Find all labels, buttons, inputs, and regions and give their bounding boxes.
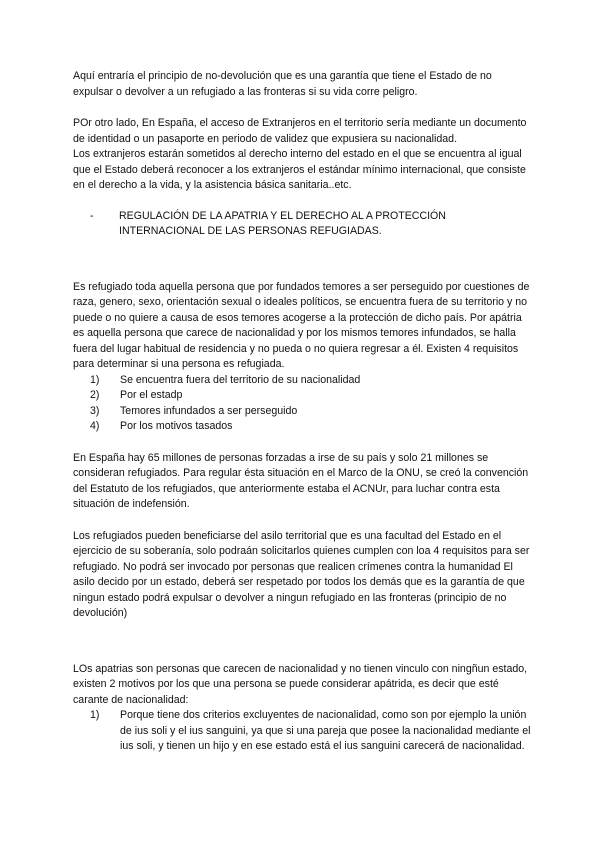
list-item-number: 4): [90, 420, 100, 432]
motivos-list: [73, 708, 533, 755]
list-item-text: Por el estadp: [120, 389, 183, 401]
requisitos-list: [73, 373, 533, 435]
paragraph-asilo-territorial: Los refugiados pueden beneficiarse del asilo territorial que es una facultad del Estado en el ejercicio de su soberanía, solo podraán solicitarlos quienes cumplen con loa 4 requisitos para ser refugiado. No podrá ser invocado por personas que realicen crímenes contra la humanidad El asilo decido por un estado, deberá ser respetado por todos los demás que es la garantía de que ningun estado podrá expulsar o devolver a ningun refugiado en las fronteras (principio de no devolución): [73, 529, 530, 619]
list-item-text: Porque tiene dos criterios excluyentes de nacionalidad, como son por ejemplo la unión de ius soli y el ius sanguini, ya que si una pareja que posee la nacionalidad mediante el ius soli, y tienen un hijo y en ese estado está el ius sanguini carecerá de nacionalidad.: [120, 709, 531, 752]
list-item-number: 2): [90, 389, 100, 401]
heading-bullet: -: [90, 209, 94, 222]
list-item: [73, 708, 533, 755]
document-page: [73, 69, 533, 755]
paragraph-espana-refugiados: En España hay 65 millones de personas forzadas a irse de su país y solo 21 millones se consideran refugiados. Para regular ésta situación en el Marco de la ONU, se creó la convención del Estatuto de los refugiados, que anteriormente estaba el ACNUr, para luchar contra esta situación de indefensión.: [73, 451, 529, 510]
paragraph-definicion-refugiado: Es refugiado toda aquella persona que por fundados temores a ser perseguido por cuestiones de raza, genero, sexo, orientación sexual o ideales políticos, se encuentra fuera de su territorio y no puede o no quiere a causa de esos temores acogerse a la protección de dicho país. Por apátria es aquella persona que carece de nacionalidad y por los mismos temores infundados, se halla fuera del lugar habitual de residencia y no pueda o no quiera regresar a él. Existen 4 requisitos para determinar si una persona es refugiada.: [73, 280, 530, 370]
list-item: [73, 419, 533, 435]
paragraph-apatrias: LOs apatrias son personas que carecen de nacionalidad y no tienen vinculo con ningñun estado, existen 2 motivos por los que una persona se puede considerar apátrida, es decir que esté carante de nacionalidad:: [73, 662, 528, 706]
paragraph-derecho-interno: Los extranjeros estarán sometidos al derecho interno del estado en el que se encuentra al igual que el Estado deberá reconocer a los extranjeros el estándar mínimo internacional, que consiste en el derecho a la vida, y la asistencia básica sanitaria..etc.: [73, 148, 526, 191]
paragraph-no-devolucion: Aquí entraría el principio de no-devolución que es una garantía que tiene el Estado de no expulsar o devolver a un refugiado a las fronteras si su vida corre peligro.: [73, 70, 492, 98]
list-item-text: Se encuentra fuera del territorio de su nacionalidad: [120, 373, 361, 386]
heading-text: REGULACIÓN DE LA APATRIA Y EL DERECHO AL A PROTECCIÓN INTERNACIONAL DE LAS PERSONAS REFUGIADAS.: [119, 209, 446, 237]
section-heading: [73, 209, 533, 240]
list-item: [73, 388, 533, 404]
list-item-text: Temores infundados a ser perseguido: [120, 404, 298, 417]
list-item: [73, 373, 533, 389]
list-item-number: 1): [90, 373, 100, 386]
list-item: [73, 404, 533, 420]
list-item-number: 1): [90, 709, 100, 721]
list-item-number: 3): [90, 404, 100, 417]
paragraph-acceso-extranjeros: POr otro lado, En España, el acceso de Extranjeros en el territorio sería mediante un documento de identidad o un pasaporte en periodo de validez que expusiera su nacionalidad.: [73, 117, 527, 145]
list-item-text: Por los motivos tasados: [120, 420, 233, 432]
